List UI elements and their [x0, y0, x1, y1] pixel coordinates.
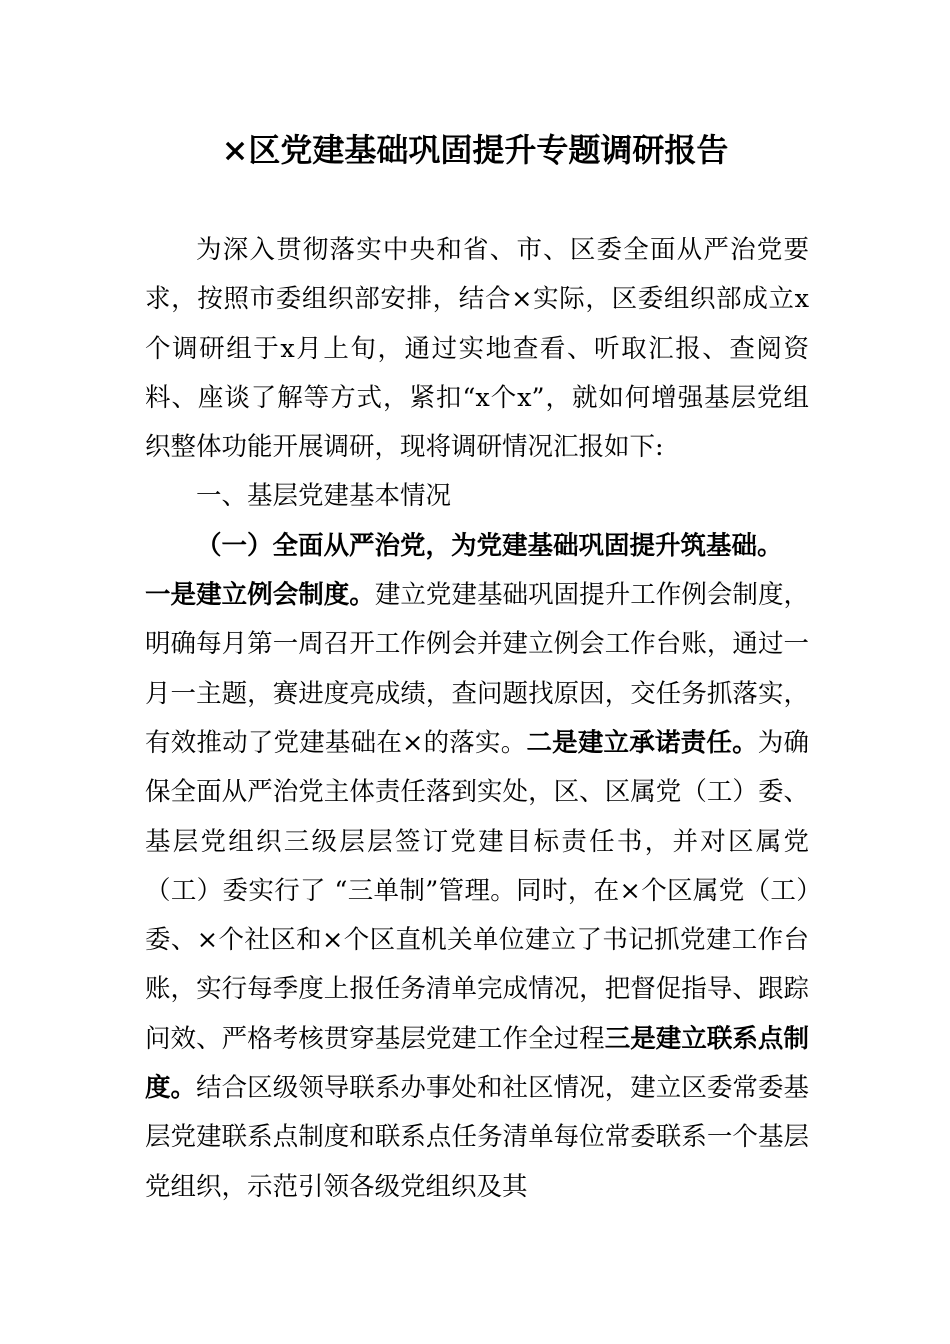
point-text: 建立党建基础巩固提升工作例会制度，明确每月第一周召开工作例会并建立例会工作台账，通过一月一主题，赛进度亮成绩，查问题找原因，交任务抓落实，有效推动了党建基础在×的落实。 [145, 580, 809, 758]
points-paragraph [145, 571, 809, 1212]
point-lead: 二是建立承诺责任。 [526, 727, 758, 758]
document-body [145, 226, 809, 1212]
point-lead: 三是建立联系点制度。 [145, 1023, 809, 1104]
section-heading: 一、基层党建基本情况 [196, 481, 452, 512]
document-title: ×区党建基础巩固提升专题调研报告 [221, 131, 729, 169]
subsection-heading: （一）全面从严治党，为党建基础巩固提升筑基础。 [196, 530, 783, 561]
intro-paragraph: 为深入贯彻落实中央和省、市、区委全面从严治党要求，按照市委组织部安排，结合×实际，区委组织部成立x个调研组于x月上旬，通过实地查看、听取汇报、查阅资料、座谈了解等方式，紧扣“x个x”，就如何增强基层党组织整体功能开展调研，现将调研情况汇报如下: [145, 235, 809, 463]
point-text: 为确保全面从严治党主体责任落到实处，区、区属党（工）委、基层党组织三级层层签订党建目标责任书，并对区属党（工）委实行了 “三单制”管理。同时，在×个区属党（工）委、×个社区和×个区直机关单位建立了书记抓党建工作台账，实行每季度上报任务清单完成情况，把督促指导、跟踪问效、严格考核贯穿基层党建工作全过程 [145, 727, 809, 1054]
point-text: 结合区级领导联系办事处和社区情况，建立区委常委基层党建联系点制度和联系点任务清单每位常委联系一个基层党组织，示范引领各级党组织及其 [145, 1073, 809, 1202]
point-lead: 一是建立例会制度。 [145, 580, 375, 611]
